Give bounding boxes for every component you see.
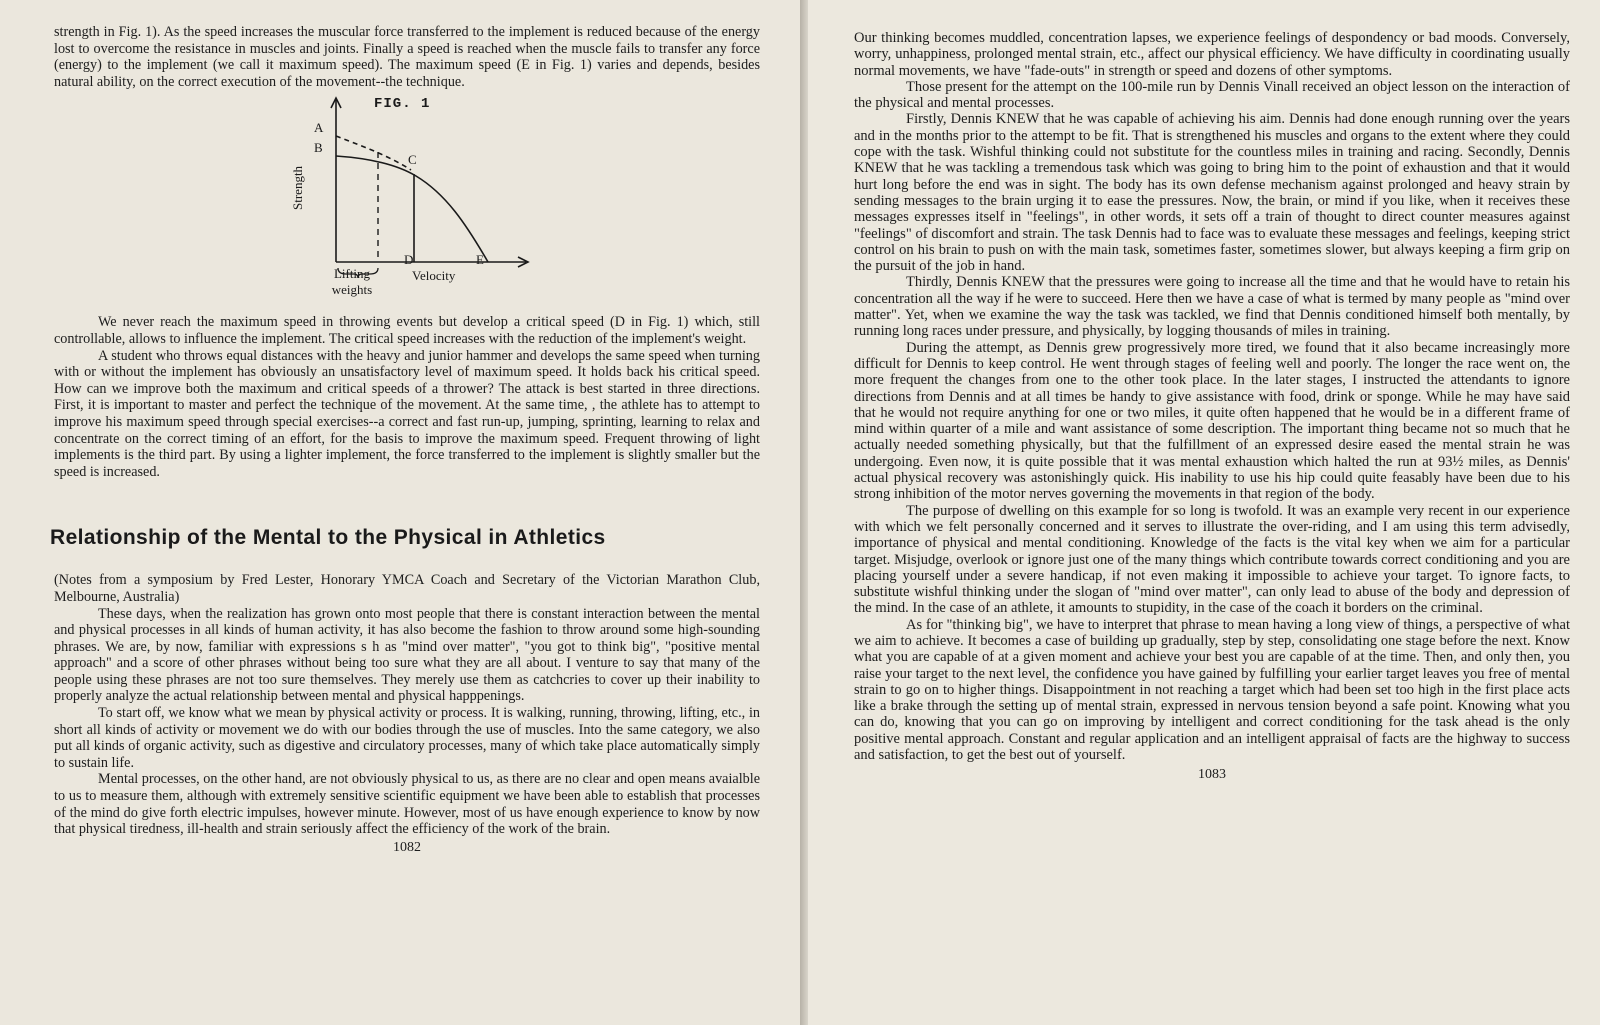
article-title: Relationship of the Mental to the Physical in Athletics xyxy=(50,526,606,550)
y-axis-label: Strength xyxy=(290,166,305,211)
curve-a-dashed xyxy=(336,136,411,170)
paragraph: Firstly, Dennis KNEW that he was capable of achieving his aim. Dennis had done enough running over the years and in the months prior to the attempt to be fit. That is strengthened his muscles and organs to the extent where they could cope with the task. Wishful thinking could not substitute for the countless miles in training and racing. Secondly, Dennis KNEW that he was tackling a tremendous task which was going to bring him to the point of exhaustion and that it would hurt long before the end was in sight. The body has its own defense mechanism against prolonged and heavy strain by sending messages to the brain urging it to ease the pressures. Now, the brain, or mind if you like, when it receives these messages expresses itself in "feelings", in other words, it sets off a train of thought to direct counter measures against "feelings" of discomfort and strain. The task Dennis had to face was to evaluate these messages and feelings, keeping strict control on his brain to push on with the main task, sometimes faster, sometimes slower, but always keeping a firm grip on the pursuit of the job in hand. xyxy=(854,111,1570,275)
page-number-right: 1083 xyxy=(1198,767,1226,783)
paragraph: As for "thinking big", we have to interpret that phrase to mean having a long view of things, a perspective of what we aim to achieve. It becomes a case of building up gradually, step by step, consolidating one stage before the next. Know what you are capable of at a given moment and achieve your best you are capable of at the time. Then, and only then, you raise your target to the next level, the confidence you have gained by fulfilling your earlier target leaves you free of mental strain to go on to higher things. Disappointment in not reaching a target which had been set too high in the first place acts like a brake through the setting up of mental strain, expressed in nervous tension beyond a safe point. Knowing what you can do, knowing that you can go on improving by intelligent and correct conditioning for the task ahead is the only positive mental approach. Constant and regular application and an intelligent appraisal of facts are the highway to success and satisfaction, to get the best out of yourself. xyxy=(854,616,1570,764)
page-gutter xyxy=(800,0,808,1025)
paragraph: These days, when the realization has grown onto most people that there is constant interaction between the mental and physical processes in all kinds of human activity, it has also become the fashion to throw around some high-sounding phrases. We are, by now, familiar with expressions s h as "mind over matter", "you got to think big", "positive mental approach" and a score of other phrases without being too sure what they are all about. I venture to say that many of the people using these phrases are not too sure themselves. They merely use them as catchcries to cover up their inability to properly analyze the actual relationship between mental and physical happpenings. xyxy=(54,605,760,705)
paragraph: Those present for the attempt on the 100-mile run by Dennis Vinall received an object lesson on the interaction of the physical and mental processes. xyxy=(854,78,1570,112)
page-number-left: 1082 xyxy=(393,839,421,855)
label-c: C xyxy=(408,152,417,168)
paragraph: Mental processes, on the other hand, are not obviously physical to us, as there are no clear and open means avaialble to us to measure them, although with extremely sensitive scientific equipment we have been able to establish that processes of the mind do give forth electric impulses, however minute. However, most of us have enough experience to know by now that physical tiredness, ill-health and strain seriously affect the efficiency of the work of the brain. xyxy=(54,771,760,838)
paragraph: During the attempt, as Dennis grew progressively more tired, we found that it also became increasingly more difficult for Dennis to keep control. He went through stages of feeling well and poorly. The longer the race went on, the more frequent the changes from one to the other took place. In the later stages, I instructed the attendants to ignore directions from Dennis and at all times be handy to give assistance with food, drink or sponge. While he may have said that he would not require anything for one or two miles, it quite often happened that he would be in a different frame of mind within quarter of a mile and want assistance of some description. The important thing became not so much that he actually needed something physically, but that the fulfillment of an expressed desire eased the mental strain he was undergoing. Even now, it is quite possible that it was mental exhaustion which halted the run at 93½ miles, as Dennis' actual physical recovery was astonishingly quick. His inability to use his hip could quite feasably have been due to his strong inhibition of the motor nerves governing the movements in that region of the body. xyxy=(854,339,1570,503)
lifting-line-2: weights xyxy=(331,282,373,298)
paragraph: We never reach the maximum speed in throwing events but develop a critical speed (D in Fig. 1) which, still controllable, allows to influence the implement. The critical speed increases with the reduction of the implement's weight. xyxy=(54,314,760,347)
curve-b-solid xyxy=(336,156,488,262)
lifting-line-1: Lifting xyxy=(333,266,371,282)
paragraph: The purpose of dwelling on this example for so long is twofold. It was an example very recent in our experience with which we felt personally concerned and it serves to illustrate the over-riding, and I am using this term advisedly, importance of physical and mental conditioning. Knowledge of the facts is the vital key when we aim for a particular target. Misjudge, overlook or ignore just one of the many things which contribute towards correct conditioning and you are placing yourself under a severe handicap, if not even making it impossible to achieve your target. To ignore facts, to substitute wishful thinking under the slogan of "mind over matter", can only lead to abuse of the body and depression of the mind. In the case of an athlete, it amounts to stupidity, in the case of the coach it borders on the criminal. xyxy=(854,502,1570,617)
paragraph: A student who throws equal distances with the heavy and junior hammer and develops the same speed when turning with or without the implement has obviously an unsatisfactory level of maximum speed. It holds back his critical speed. How can we improve both the maximum and critical speeds of a thrower? The attack is best started in three directions. First, it is important to master and perfect the technique of the movement. At the same time, , the athlete has to attempt to improve his maximum speed through special exercises--a correct and fast run-up, jumping, sprinting, learning to relax and concentrate on the correct timing of an effort, for the basis to improve the maximum speed. Frequent throwing of light implements is the third part. By using a lighter implement, the force transferred to the implement is slightly smaller but the speed is increased. xyxy=(54,347,760,480)
x-axis-label: Velocity xyxy=(412,268,456,284)
paragraph: To start off, we know what we mean by physical activity or process. It is walking, running, throwing, lifting, etc., in short all kinds of activity or movement we do with our bodies through the use of muscles. Into the same category, we also put all kinds of organic activity, such as digestive and circulatory processes, many of which take place automatically simply to sustain life. xyxy=(54,705,760,771)
paragraph-continued: Our thinking becomes muddled, concentration lapses, we experience feelings of despondency or bad moods. Conversely, worry, unhappiness, prolonged mental strain, etc., affect our physical efficiency. We have difficulty in coordinating usually normal movements, we have "fade-outs" in strength or speed and dozens of other symptoms. xyxy=(854,30,1570,79)
label-d: D xyxy=(404,252,414,268)
label-b: B xyxy=(314,140,323,156)
figure-1 xyxy=(290,94,556,308)
label-e: E xyxy=(476,252,484,268)
right-page xyxy=(808,0,1600,1025)
label-a: A xyxy=(314,120,324,136)
paragraph: Thirdly, Dennis KNEW that the pressures were going to increase all the time and that he would have to retain his concentration all the way if he were to succeed. Here then we have a case of what is termed by many people as "mind over matter". Yet, when we examine the way the task was tackled, we find that Dennis conditioned himself both mentally, by running long races under pressure, and physically, by logging thousands of miles in training. xyxy=(854,274,1570,340)
paragraph-continued: strength in Fig. 1). As the speed increases the muscular force transferred to the implement is reduced because of the energy lost to overcome the resistance in muscles and joints. Finally a speed is reached when the muscle fails to transfer any force (energy) to the implement (we call it maximum speed). The maximum speed (E in Fig. 1) varies and depends, besides natural ability, on the correct execution of the movement--the technique. xyxy=(54,24,760,90)
article-byline: (Notes from a symposium by Fred Lester, Honorary YMCA Coach and Secretary of the Victorian Marathon Club, Melbourne, Australia) xyxy=(54,572,760,605)
figure-title: FIG. 1 xyxy=(374,96,431,113)
lifting-weights-label xyxy=(322,266,382,298)
